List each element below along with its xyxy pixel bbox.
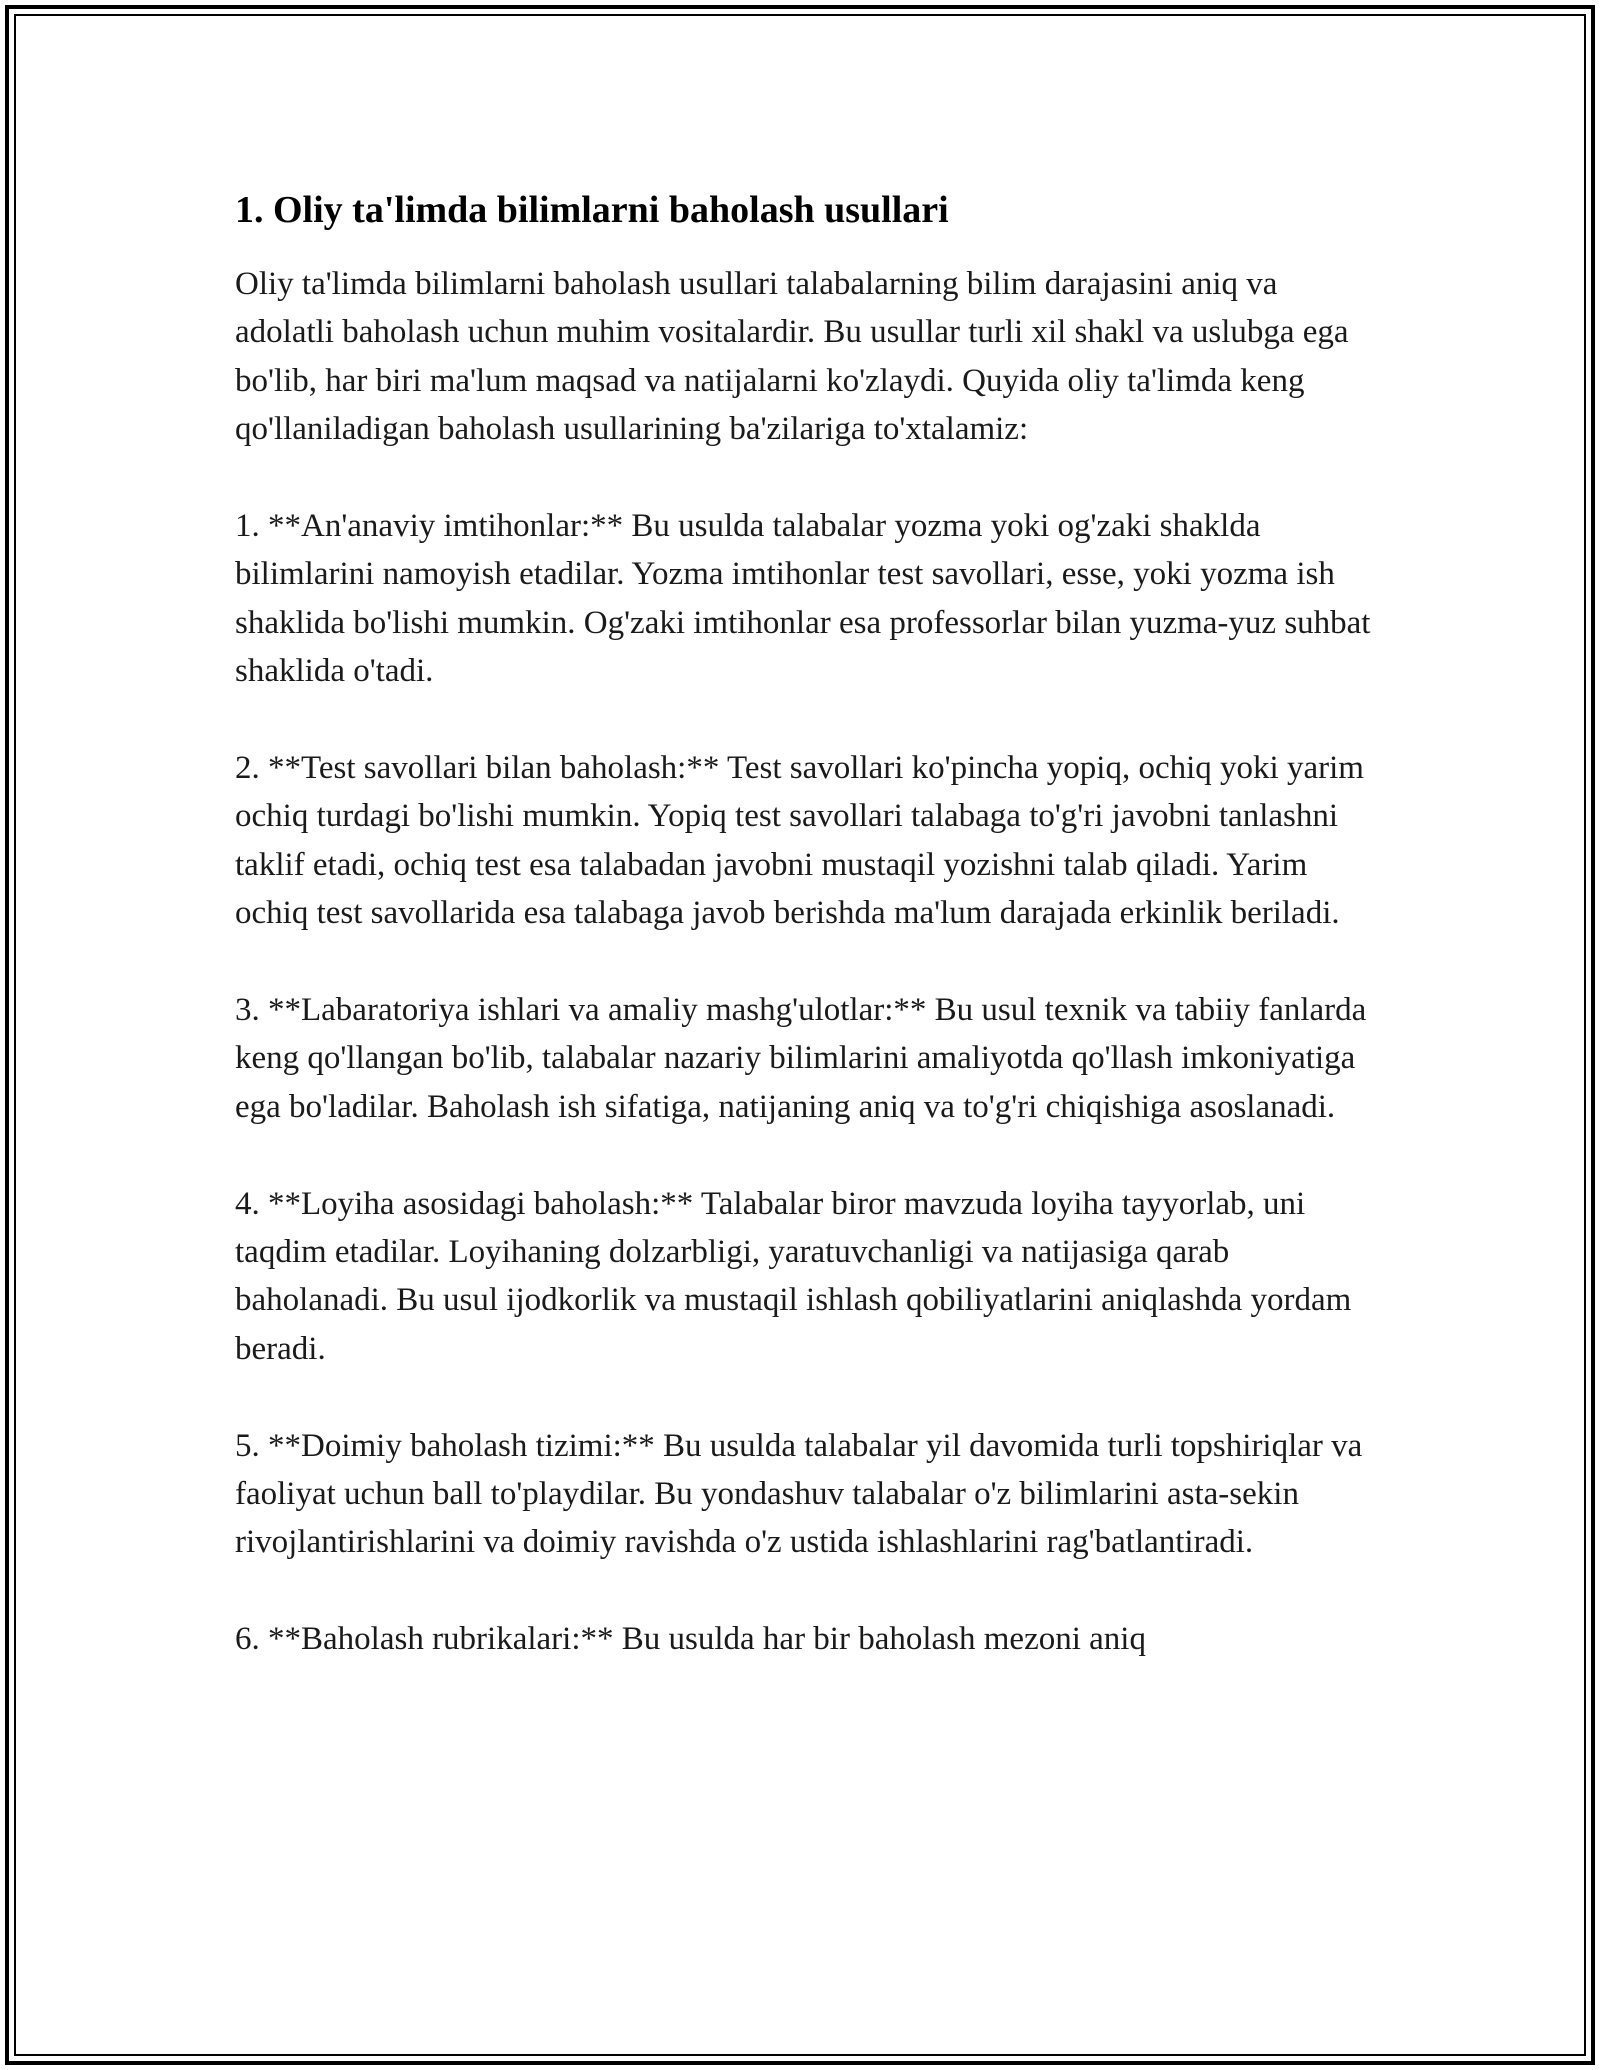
- list-item-6: 6. **Baholash rubrikalari:** Bu usulda har bir baholash mezoni aniq: [235, 1621, 1146, 1658]
- list-item-4: 4. **Loyiha asosidagi baholash:** Talabalar biror mavzuda loyiha tayyorlab, uni taqdim etadilar. Loyihaning dolzarbligi, yaratuvchanligi va natijasiga qarab baholanadi. Bu usul ijodkorlik va mustaqil ishlash qobiliyatlarini aniqlashda yordam beradi.: [235, 1185, 1352, 1367]
- intro-paragraph: Oliy ta'limda bilimlarni baholash usullari talabalarning bilim darajasini aniq va adolatli baholash uchun muhim vositalardir. Bu usullar turli xil shakl va uslubga ega bo'lib, har biri ma'lum maqsad va natijalarni ko'zlaydi. Quyida oliy ta'limda keng qo'llaniladigan baholash usullarining ba'zilariga to'xtalamiz:: [235, 266, 1349, 448]
- list-item-2: 2. **Test savollari bilan baholash:** Test savollari ko'pincha yopiq, ochiq yoki yarim ochiq turdagi bo'lishi mumkin. Yopiq test savollari talabaga to'g'ri javobni tanlashni taklif etadi, ochiq test esa talabadan javobni mustaqil yozishni talab qiladi. Yarim ochiq test savollarida esa talabaga javob berishda ma'lum darajada erkinlik beriladi.: [235, 750, 1364, 932]
- list-item-3: 3. **Labaratoriya ishlari va amaliy mashg'ulotlar:** Bu usul texnik va tabiiy fanlarda keng qo'llangan bo'lib, talabalar nazariy bilimlarini amaliyotda qo'llash imkoniyatiga ega bo'ladilar. Baholash ish sifatiga, natijaning aniq va to'g'ri chiqishiga asoslanadi.: [235, 992, 1367, 1125]
- document-body: [235, 186, 1375, 1664]
- list-item-5: 5. **Doimiy baholash tizimi:** Bu usulda talabalar yil davomida turli topshiriqlar va faoliyat uchun ball to'playdilar. Bu yondashuv talabalar o'z bilimlarini asta-sekin rivojlantirishlarini va doimiy ravishda o'z ustida ishlashlarini rag'batlantiradi.: [235, 1427, 1363, 1561]
- list-item-1: 1. **An'anaviy imtihonlar:** Bu usulda talabalar yozma yoki og'zaki shaklda bilimlarini namoyish etadilar. Yozma imtihonlar test savollari, esse, yoki yozma ish shaklida bo'lishi mumkin. Og'zaki imtihonlar esa professorlar bilan yuzma-yuz suhbat shaklida o'tadi.: [235, 508, 1371, 690]
- page-title: 1. Oliy ta'limda bilimlarni baholash usullari: [235, 189, 949, 231]
